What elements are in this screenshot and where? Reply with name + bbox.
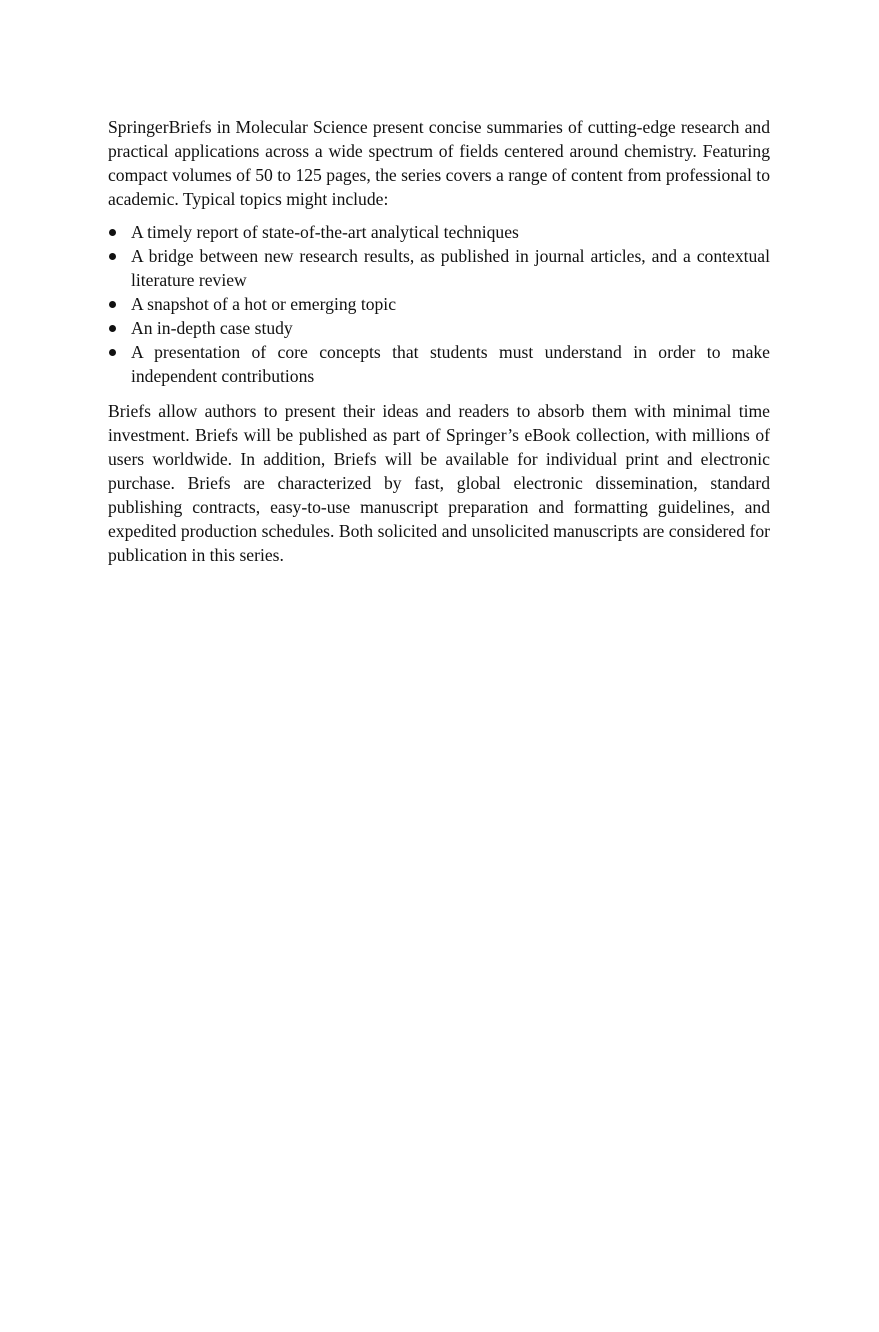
intro-paragraph: SpringerBriefs in Molecular Science present concise summaries of cutting-edge research and practical applications across a wide spectrum of fields centered around chemistry. Featuring compact volumes of 50 to 125 pages, the series covers a range of content from professional to academic. Typical topics might include:	[108, 117, 770, 209]
topic-text: A snapshot of a hot or emerging topic	[131, 294, 397, 314]
bullet-icon	[109, 229, 116, 236]
bullet-icon	[109, 253, 116, 260]
topic-text: An in-depth case study	[131, 318, 293, 338]
topic-list-item	[108, 292, 770, 316]
bullet-icon	[109, 349, 116, 356]
closing-paragraph: Briefs allow authors to present their ideas and readers to absorb them with minimal time investment. Briefs will be published as part of Springer’s eBook collection, with millions of users worldwide. In addition, Briefs will be available for individual print and electronic purchase. Briefs are characterized by fast, global electronic dissemination, standard publishing contracts, easy-to-use manuscript preparation and formatting guidelines, and expedited production schedules. Both solicited and unsolicited manuscripts are considered for publication in this series.	[108, 401, 770, 565]
bullet-icon	[109, 325, 116, 332]
bullet-icon	[109, 301, 116, 308]
topic-list	[108, 220, 770, 388]
series-description	[108, 115, 770, 567]
topic-list-item	[108, 340, 770, 388]
topic-list-item	[108, 244, 770, 292]
topic-list-item	[108, 220, 770, 244]
topic-text: A presentation of core concepts that students must understand in order to make independent contributions	[131, 342, 770, 386]
topic-text: A timely report of state-of-the-art analytical techniques	[131, 222, 519, 242]
topic-text: A bridge between new research results, as published in journal articles, and a contextual literature review	[131, 246, 770, 290]
topic-list-item	[108, 316, 770, 340]
